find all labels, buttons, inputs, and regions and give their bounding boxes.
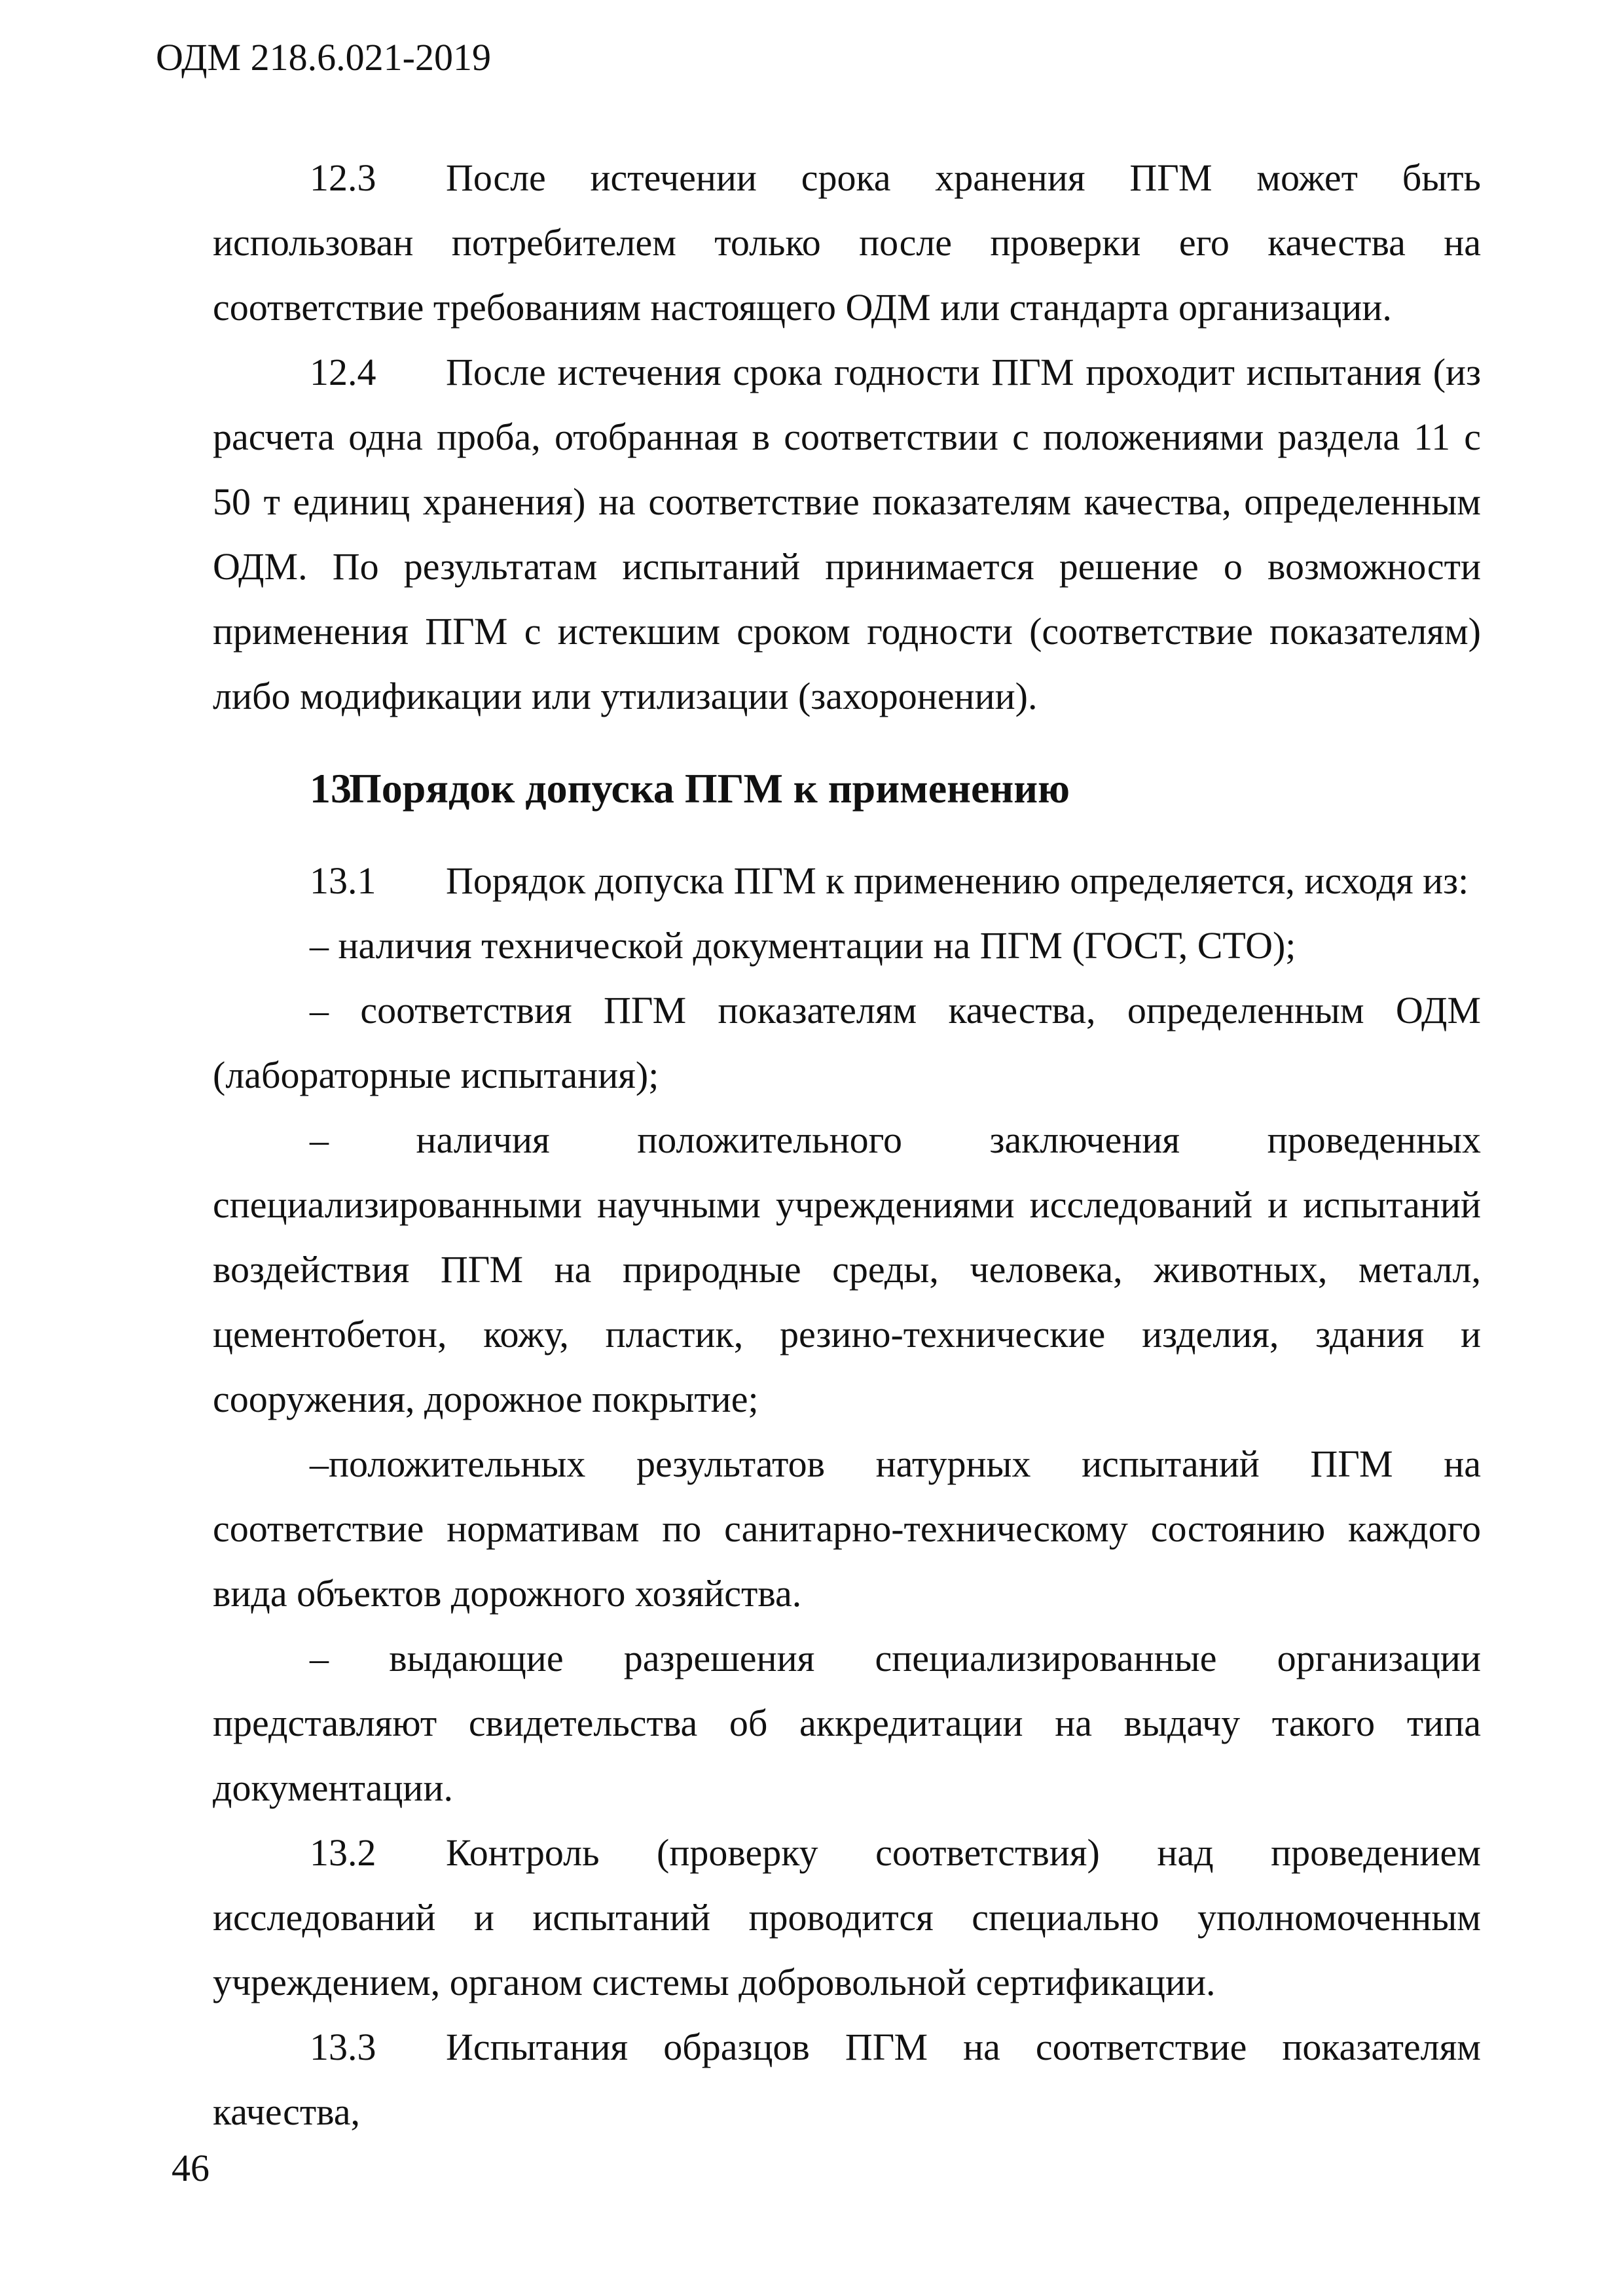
clause-12-4 — [213, 340, 1481, 728]
list-item-text: выдающие разрешения специализированные организации представляют свидетельства об аккредитации на выдачу такого типа документации. — [213, 1637, 1482, 1809]
list-item — [213, 1107, 1481, 1431]
clause-text: После истечения срока годности ПГМ проходит испытания (из расчета одна проба, отобранная в соответствии с положениями раздела 11 с 50 т единиц хранения) на соответствие показателям качества, определенным ОДМ. По результатам испытаний принимается решение о возможности применения ПГМ с истекшим сроком годности (соответствие показателям) либо модификации или утилизации (захоронении). — [213, 351, 1481, 717]
dash-marker: – — [310, 1637, 329, 1679]
list-item-text: наличия положительного заключения проведенных специализированными научными учреждениями исследований и испытаний воздействия ПГМ на природные среды, человека, животных, металл, цементобетон, кожу, пластик, резино-технические изделия, здания и сооружения, дорожное покрытие; — [213, 1119, 1481, 1420]
list-item — [213, 913, 1481, 978]
clause-text: Порядок допуска ПГМ к применению определяется, исходя из: — [446, 859, 1469, 902]
section-heading — [213, 756, 1481, 821]
section-number: 13 — [310, 765, 352, 812]
page-number: 46 — [172, 2147, 210, 2189]
dash-marker: – — [310, 924, 329, 967]
document-body — [213, 145, 1481, 2144]
clause-text: После истечении срока хранения ПГМ может быть использован потребителем только после проверки его качества на соответствие требованиям настоящего ОДМ или стандарта организации. — [213, 156, 1481, 329]
clause-number: 12.4 — [310, 351, 376, 393]
clause-number: 13.2 — [310, 1831, 376, 1874]
list-item-text: соответствия ПГМ показателям качества, определенным ОДМ (лабораторные испытания); — [213, 989, 1482, 1096]
clause-13-1 — [213, 848, 1481, 913]
clause-number: 12.3 — [310, 156, 376, 199]
clause-text: Контроль (проверку соответствия) над проведением исследований и испытаний проводится специально уполномоченным учреждением, органом системы добровольной сертификации. — [213, 1831, 1481, 2003]
list-item-text: положительных результатов натурных испытаний ПГМ на соответствие нормативам по санитарно-техническому состоянию каждого вида объектов дорожного хозяйства. — [213, 1443, 1481, 1615]
list-item — [213, 1431, 1481, 1626]
dash-marker: – — [310, 989, 329, 1031]
list-item — [213, 978, 1481, 1107]
clause-12-3 — [213, 145, 1481, 340]
clause-13-3 — [213, 2015, 1481, 2144]
clause-text: Испытания образцов ПГМ на соответствие показателям качества, — [213, 2026, 1481, 2133]
section-title: Порядок допуска ПГМ к применению — [349, 765, 1070, 812]
clause-number: 13.1 — [310, 859, 376, 902]
clause-13-2 — [213, 1820, 1481, 2015]
clause-number: 13.3 — [310, 2026, 376, 2068]
list-item — [213, 1626, 1481, 1820]
document-code-header: ОДМ 218.6.021-2019 — [156, 36, 491, 79]
list-item-text: наличия технической документации на ПГМ (ГОСТ, СТО); — [338, 924, 1296, 967]
dash-marker: – — [310, 1119, 329, 1161]
dash-marker: – — [310, 1443, 329, 1485]
